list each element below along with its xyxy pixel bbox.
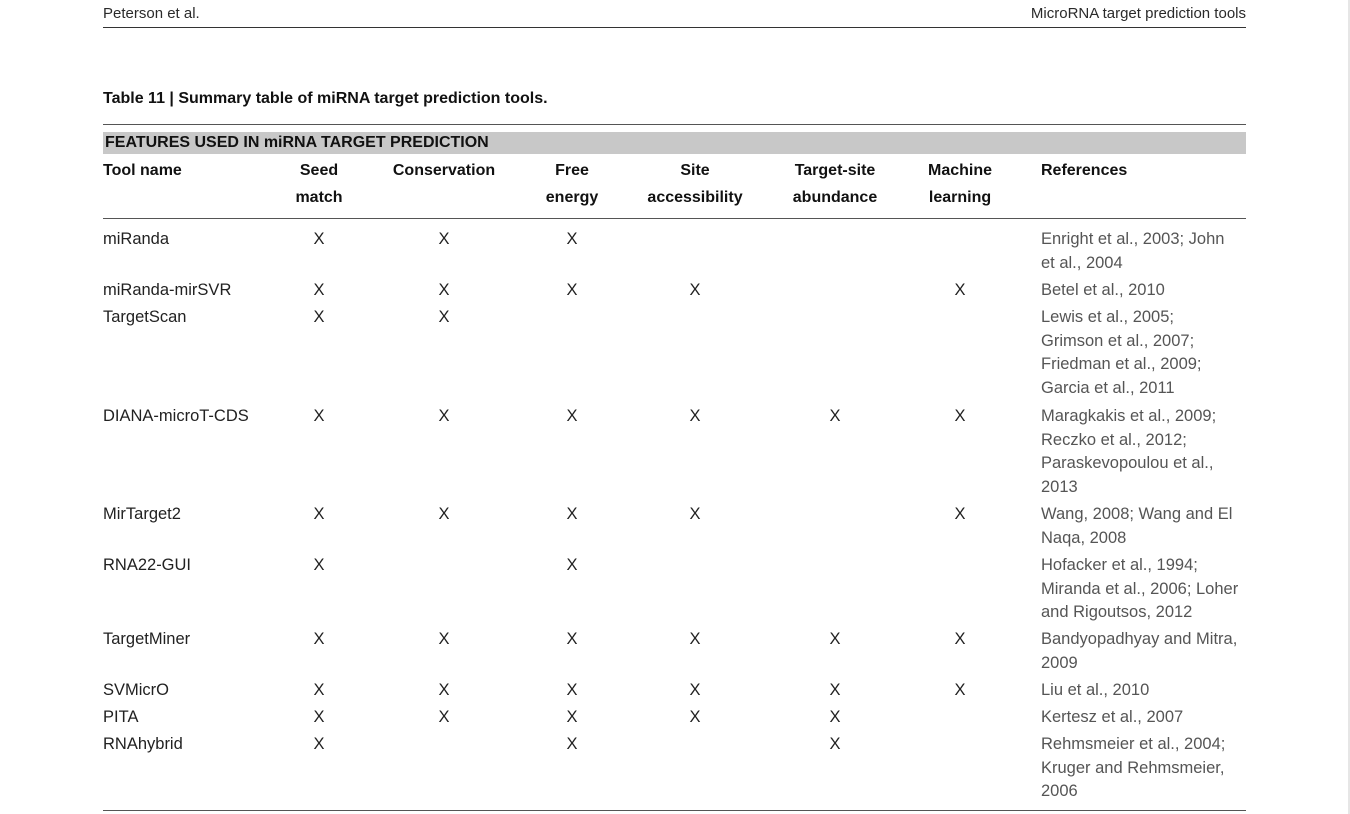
seed-match-mark: X (313, 681, 325, 699)
section-title: FEATURES USED IN miRNA TARGET PREDICTION (105, 134, 489, 151)
seed-match-mark: X (313, 556, 325, 574)
reference-line: Grimson et al., 2007; (1041, 331, 1195, 350)
conservation-mark: X (438, 630, 450, 648)
site-accessibility-mark: X (689, 630, 701, 648)
header-machine-learning (928, 157, 992, 211)
tool-name: SVMicrO (103, 681, 169, 699)
seed-match-mark: X (313, 281, 325, 299)
tool-name: miRanda-mirSVR (103, 281, 232, 299)
reference-line: Miranda et al., 2006; Loher (1041, 579, 1239, 598)
header-ml-line2: learning (928, 189, 992, 206)
conservation-mark: X (438, 308, 450, 326)
machine-learning-mark: X (954, 630, 966, 648)
header-seed-line1: Seed (299, 162, 339, 179)
tool-name: DIANA-microT-CDS (103, 407, 249, 425)
free-energy-mark: X (566, 556, 578, 574)
tool-name: PITA (103, 708, 139, 726)
header-tool-name: Tool name (103, 162, 182, 179)
abundance-mark: X (829, 708, 841, 726)
header-site-line2: accessibility (647, 189, 743, 206)
header-free-energy-line1: Free (555, 162, 589, 179)
free-energy-mark: X (566, 735, 578, 753)
running-head (103, 5, 1246, 27)
free-energy-mark: X (566, 630, 578, 648)
machine-learning-mark: X (954, 281, 966, 299)
reference-line: 2006 (1041, 782, 1078, 800)
abundance-mark: X (829, 630, 841, 648)
header-abundance-line1: Target-site (794, 162, 876, 179)
header-target-site-abundance (793, 157, 877, 211)
reference-line: Garcia et al., 2011 (1041, 378, 1175, 397)
tool-name: RNA22-GUI (103, 556, 192, 574)
header-seed-line2: match (295, 189, 343, 206)
seed-match-mark: X (313, 735, 325, 753)
running-head-title: MicroRNA target prediction tools (1030, 5, 1246, 22)
section-band (103, 132, 1246, 154)
table-bottom-rule (103, 810, 1246, 811)
header-site-line1: Site (680, 162, 710, 179)
tool-name: TargetMiner (103, 630, 191, 648)
abundance-mark: X (829, 735, 841, 753)
references (1041, 706, 1251, 730)
free-energy-mark: X (566, 681, 578, 699)
references (1041, 306, 1251, 400)
seed-match-mark: X (313, 230, 325, 248)
reference-line: Wang, 2008; Wang and El (1041, 505, 1233, 523)
references (1041, 405, 1251, 499)
reference-line: and Rigoutsos, 2012 (1041, 603, 1193, 621)
reference-line: Kertesz et al., 2007 (1041, 708, 1184, 726)
seed-match-mark: X (313, 308, 325, 326)
table-caption: Table 11 | Summary table of miRNA target prediction tools. (103, 90, 548, 107)
free-energy-mark: X (566, 407, 578, 425)
conservation-mark: X (438, 708, 450, 726)
free-energy-mark: X (566, 708, 578, 726)
reference-line: Paraskevopoulou et al., (1041, 454, 1214, 472)
running-head-authors: Peterson et al. (103, 5, 200, 22)
site-accessibility-mark: X (689, 708, 701, 726)
abundance-mark: X (829, 407, 841, 425)
site-accessibility-mark: X (689, 681, 701, 699)
free-energy-mark: X (566, 281, 578, 299)
conservation-mark: X (438, 281, 450, 299)
header-conservation: Conservation (392, 162, 496, 179)
header-seed-match (295, 157, 342, 211)
seed-match-mark: X (313, 505, 325, 523)
conservation-mark: X (438, 230, 450, 248)
reference-line: 2009 (1041, 653, 1078, 672)
reference-line: Betel et al., 2010 (1041, 281, 1165, 299)
conservation-mark: X (438, 681, 450, 699)
seed-match-mark: X (313, 630, 325, 648)
references (1041, 679, 1251, 703)
header-free-energy-line2: energy (545, 189, 599, 206)
table-top-rule (103, 124, 1246, 125)
reference-line: Hofacker et al., 1994; (1041, 556, 1198, 574)
references (1041, 554, 1251, 625)
reference-line: Bandyopadhyay and Mitra, (1041, 630, 1238, 648)
reference-line: et al., 2004 (1041, 253, 1123, 272)
abundance-mark: X (829, 681, 841, 699)
reference-line: Naqa, 2008 (1041, 528, 1127, 547)
machine-learning-mark: X (954, 505, 966, 523)
references (1041, 503, 1251, 550)
conservation-mark: X (438, 505, 450, 523)
machine-learning-mark: X (954, 681, 966, 699)
header-rule (103, 27, 1246, 28)
header-ml-line1: Machine (927, 162, 993, 179)
header-site-accessibility (647, 157, 742, 211)
reference-line: Enright et al., 2003; John (1041, 230, 1225, 248)
reference-line: 2013 (1041, 477, 1078, 496)
header-bottom-rule (103, 218, 1246, 219)
tool-name: MirTarget2 (103, 505, 181, 523)
tool-name: TargetScan (103, 308, 187, 326)
references (1041, 733, 1251, 804)
reference-line: Rehmsmeier et al., 2004; (1041, 735, 1226, 753)
header-free-energy (546, 157, 598, 211)
reference-line: Lewis et al., 2005; (1041, 308, 1174, 326)
free-energy-mark: X (566, 230, 578, 248)
references (1041, 279, 1251, 303)
site-accessibility-mark: X (689, 505, 701, 523)
tool-name: RNAhybrid (103, 735, 183, 753)
tool-name: miRanda (103, 230, 170, 248)
seed-match-mark: X (313, 708, 325, 726)
references (1041, 228, 1251, 275)
site-accessibility-mark: X (689, 407, 701, 425)
machine-learning-mark: X (954, 407, 966, 425)
header-references: References (1041, 162, 1128, 179)
seed-match-mark: X (313, 407, 325, 425)
references (1041, 628, 1251, 675)
reference-line: Reczko et al., 2012; (1041, 430, 1187, 449)
free-energy-mark: X (566, 505, 578, 523)
reference-line: Maragkakis et al., 2009; (1041, 407, 1217, 425)
reference-line: Friedman et al., 2009; (1041, 355, 1202, 373)
reference-line: Kruger and Rehmsmeier, (1041, 758, 1225, 777)
conservation-mark: X (438, 407, 450, 425)
header-abundance-line2: abundance (792, 189, 878, 206)
reference-line: Liu et al., 2010 (1041, 681, 1150, 699)
site-accessibility-mark: X (689, 281, 701, 299)
